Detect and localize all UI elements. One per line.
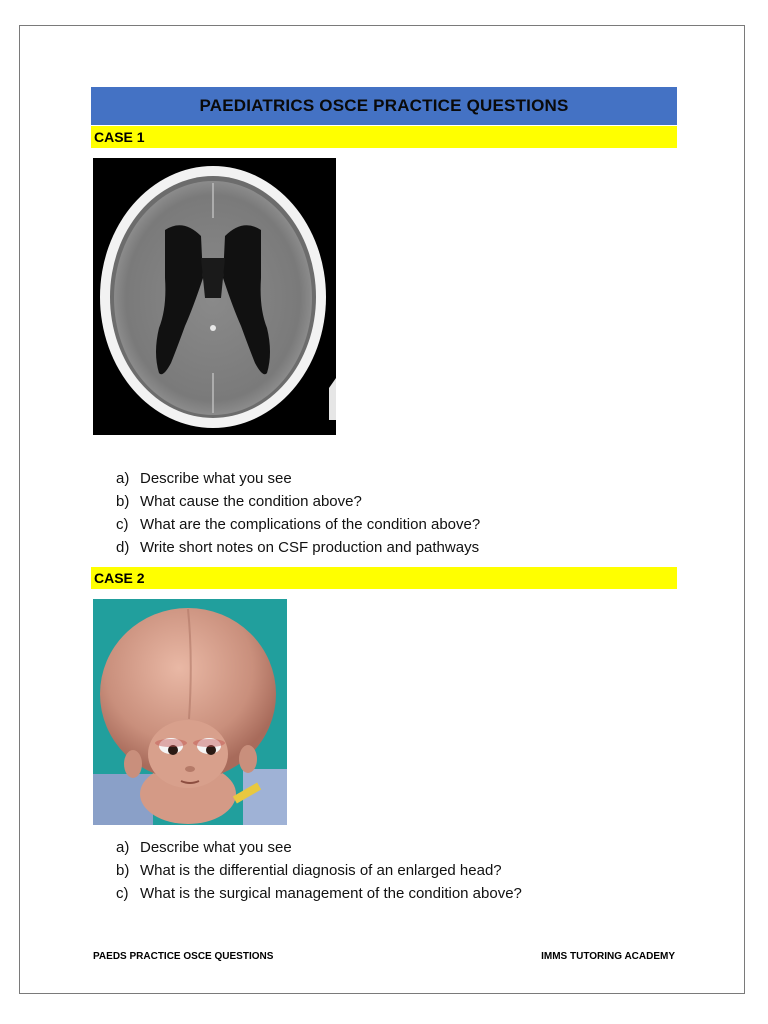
footer-right-text: IMMS TUTORING ACADEMY <box>541 951 675 962</box>
case-2-label: CASE 2 <box>94 570 145 586</box>
case-1-label: CASE 1 <box>94 129 145 145</box>
case-1-questions <box>116 467 480 559</box>
question-item: d) Write short notes on CSF production and pathways <box>116 539 480 556</box>
footer-left-text: PAEDS PRACTICE OSCE QUESTIONS <box>93 951 274 962</box>
question-item: c) What is the surgical management of the condition above? <box>116 885 522 902</box>
question-item: a) Describe what you see <box>116 839 292 856</box>
infant-photo <box>93 599 287 825</box>
question-item: a) Describe what you see <box>116 470 292 487</box>
title-banner <box>91 87 677 125</box>
case-2-header <box>91 567 677 589</box>
case-2-questions <box>116 836 522 905</box>
question-item: b) What is the differential diagnosis of an enlarged head? <box>116 862 502 879</box>
case-1-header <box>91 126 677 148</box>
page-title: PAEDIATRICS OSCE PRACTICE QUESTIONS <box>199 96 569 115</box>
ct-scan-image <box>93 158 336 435</box>
question-item: b) What cause the condition above? <box>116 493 362 510</box>
question-item: c) What are the complications of the condition above? <box>116 516 481 533</box>
